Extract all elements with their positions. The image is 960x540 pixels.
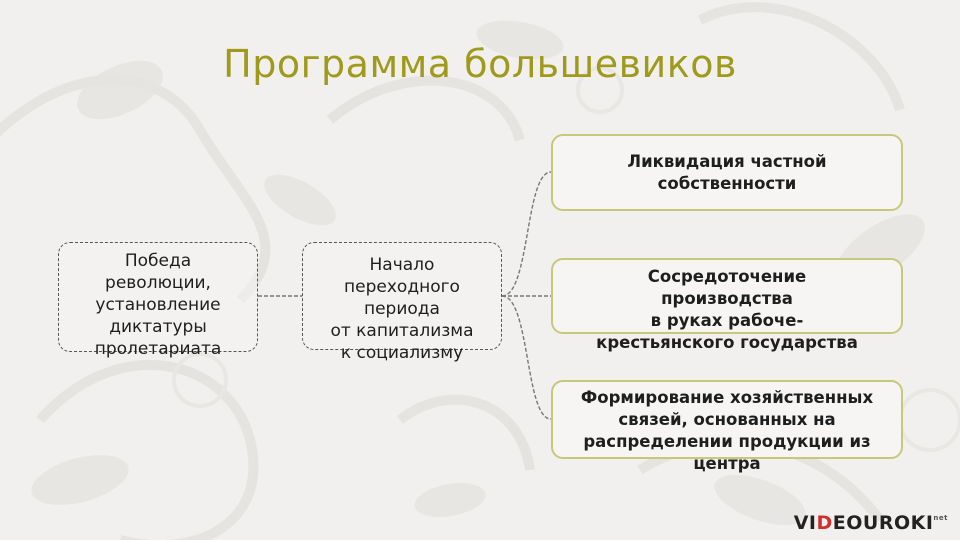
box-liquidation-private-property <box>551 134 903 211</box>
connector-branch-bottom <box>502 296 551 419</box>
box-economic-links <box>551 380 903 473</box>
box-economic-links-text: Формирование хозяйственных связей, основанных на распределении продукции из центра <box>580 387 874 473</box>
box-liquidation-text: Ликвидация частной собственности <box>627 151 827 193</box>
connector-branch-top <box>502 172 551 296</box>
page-title: Программа большевиков <box>223 42 737 86</box>
logo-prefix: VI <box>793 512 817 534</box>
box-concentration-production <box>551 258 903 352</box>
box-transition-period-text: Начало переходного периода от капитализма к социализму <box>330 255 474 363</box>
logo-small: net <box>933 514 948 522</box>
box-transition-period <box>302 242 502 363</box>
box-revolution-victory-text: Победа революции, установление диктатуры пролетариата <box>94 251 222 359</box>
box-concentration-text: Сосредоточение производства в руках рабоче- крестьянского государства <box>596 267 858 352</box>
logo-suffix: EOUROKI <box>832 512 934 534</box>
videouroki-logo <box>794 512 948 534</box>
logo-accent: D <box>816 512 833 534</box>
box-revolution-victory <box>58 242 258 359</box>
